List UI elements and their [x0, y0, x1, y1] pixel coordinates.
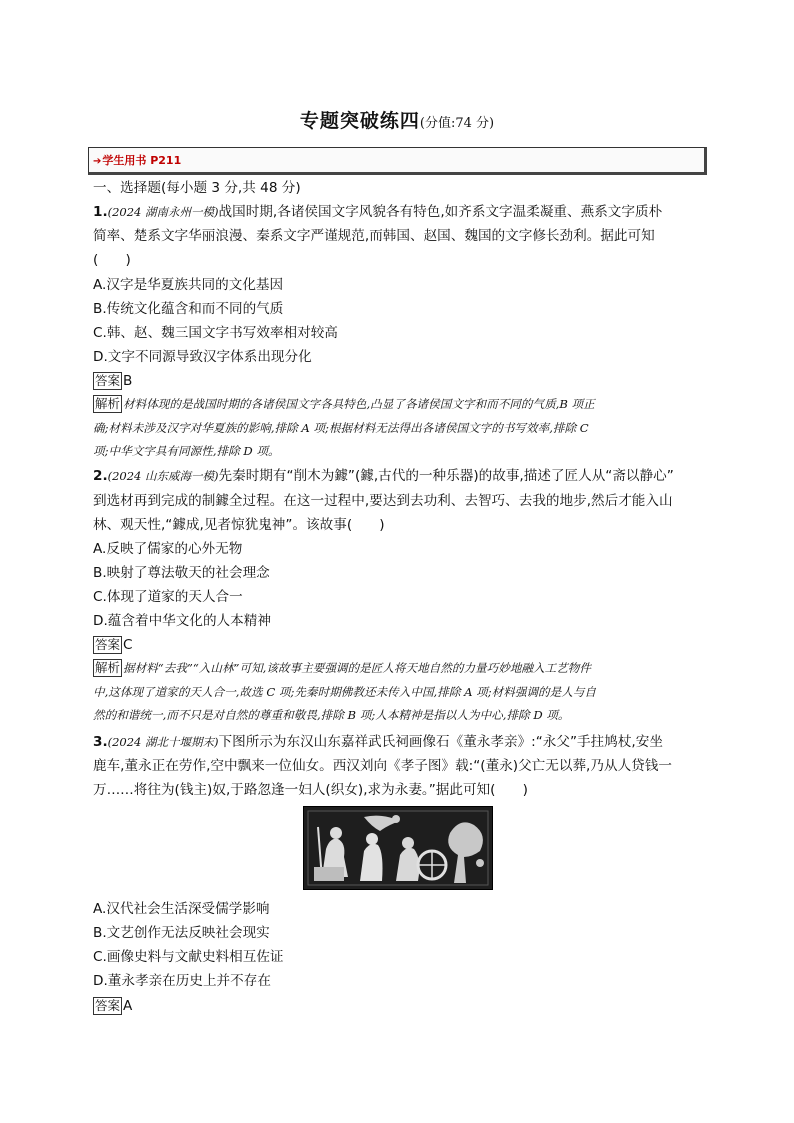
q1-line-3: ( )	[93, 252, 131, 268]
textbook-ref-banner	[88, 147, 707, 175]
q3-option-b: B.文艺创作无法反映社会现实	[93, 925, 270, 941]
q1-analysis-1	[93, 394, 713, 415]
q2-option-d: D.蕴含着中华文化的人本精神	[93, 613, 271, 629]
q1-analysis-2: 确;材料未涉及汉字对华夏族的影响,排除 A 项;根据材料无法得出各诸侯国文字的书写效率,排除 C	[93, 421, 589, 435]
q1-option-b: B.传统文化蕴含和而不同的气质	[93, 301, 284, 317]
q3-option-a: A.汉代社会生活深受儒学影响	[93, 901, 270, 917]
page-title	[0, 106, 794, 133]
title-text: 专题突破练四	[299, 110, 420, 132]
q1-analysis-3: 项;中华文字具有同源性,排除 D 项。	[93, 444, 280, 458]
q2-line-2: 到选材再到完成的制鐻全过程。在这一过程中,要达到去功利、去智巧、去我的地步,然后才能入山	[93, 493, 673, 509]
q2-analysis-text-1: 据材料“去我”“入山林”可知,该故事主要强调的是匠人将天地自然的力量巧妙地融入工艺物件	[123, 661, 591, 675]
q1-analysis-text-1: 材料体现的是战国时期的各诸侯国文字各具特色,凸显了各诸侯国文字和而不同的气质,B 项正	[123, 397, 595, 411]
q1-source: (2024 湖南永州一模)	[107, 205, 219, 219]
textbook-ref[interactable]	[93, 152, 181, 168]
q2-option-a: A.反映了儒家的心外无物	[93, 541, 243, 557]
q1-answer	[93, 369, 713, 393]
analysis-label: 解析	[95, 396, 121, 411]
score-text: (分值:74 分)	[419, 116, 495, 131]
q1-option-c: C.韩、赵、魏三国文字书写效率相对较高	[93, 325, 338, 341]
q2-analysis-1	[93, 658, 713, 679]
textbook-ref-label: 学生用书 P211	[102, 154, 182, 167]
q1-option-a: A.汉字是华夏族共同的文化基因	[93, 277, 284, 293]
q3-stem-1: 下图所示为东汉山东嘉祥武氏祠画像石《董永孝亲》:“永父”手拄鸠杖,安坐	[218, 734, 663, 750]
q1-line-1	[93, 200, 713, 224]
answer-label: 答案	[95, 373, 121, 388]
q2-line-3: 林、观天性,“鐻成,见者惊犹鬼神”。该故事( )	[93, 517, 385, 533]
q2-number: 2.	[93, 468, 108, 484]
q3-option-c: C.画像史料与文献史料相互佐证	[93, 949, 284, 965]
q3-line-2: 鹿车,董永正在劳作,空中飘来一位仙女。西汉刘向《孝子图》载:“(董永)父亡无以葬,乃从人贷钱一	[93, 758, 672, 774]
q2-answer	[93, 633, 713, 657]
q3-source: (2024 湖北十堰期末)	[107, 735, 219, 749]
answer-label: 答案	[95, 998, 121, 1013]
q2-analysis-2: 中,这体现了道家的天人合一,故选 C 项;先秦时期佛教还未传入中国,排除 A 项;材料强调的是人与自	[93, 685, 597, 699]
q3-answer	[93, 994, 713, 1018]
q2-analysis-3: 然的和谐统一,而不只是对自然的尊重和敬畏,排除 B 项;人本精神是指以人为中心,排除 D 项。	[93, 708, 570, 722]
stone-relief-image	[303, 806, 493, 890]
q2-line-1	[93, 464, 713, 488]
stone-relief-drawing	[304, 807, 492, 889]
q3-answer-value: A	[123, 998, 133, 1014]
answer-label: 答案	[95, 637, 121, 652]
q3-number: 3.	[93, 734, 108, 750]
section-heading: 一、选择题(每小题 3 分,共 48 分)	[93, 180, 301, 196]
q1-stem-1: 战国时期,各诸侯国文字风貌各有特色,如齐系文字温柔凝重、燕系文字质朴	[218, 204, 663, 220]
q1-line-2: 简率、楚系文字华丽浪漫、秦系文字严谨规范,而韩国、赵国、魏国的文字修长劲利。据此可知	[93, 228, 655, 244]
q3-line-3: 万……将往为(钱主)奴,于路忽逢一妇人(织女),求为永妻。”据此可知( )	[93, 782, 528, 798]
arrow-icon: ➔	[93, 156, 102, 167]
q2-option-b: B.映射了尊法敬天的社会理念	[93, 565, 270, 581]
q1-number: 1.	[93, 204, 108, 220]
q3-option-d: D.董永孝亲在历史上并不存在	[93, 973, 271, 989]
q2-answer-value: C	[123, 637, 133, 653]
q2-option-c: C.体现了道家的天人合一	[93, 589, 243, 605]
q3-line-1	[93, 730, 713, 754]
q1-answer-value: B	[123, 373, 133, 389]
q2-source: (2024 山东威海一模)	[107, 469, 219, 483]
q1-option-d: D.文字不同源导致汉字体系出现分化	[93, 349, 312, 365]
q2-stem-1: 先秦时期有“削木为鐻”(鐻,古代的一种乐器)的故事,描述了匠人从“斋以静心”	[218, 468, 674, 484]
analysis-label: 解析	[95, 660, 121, 675]
